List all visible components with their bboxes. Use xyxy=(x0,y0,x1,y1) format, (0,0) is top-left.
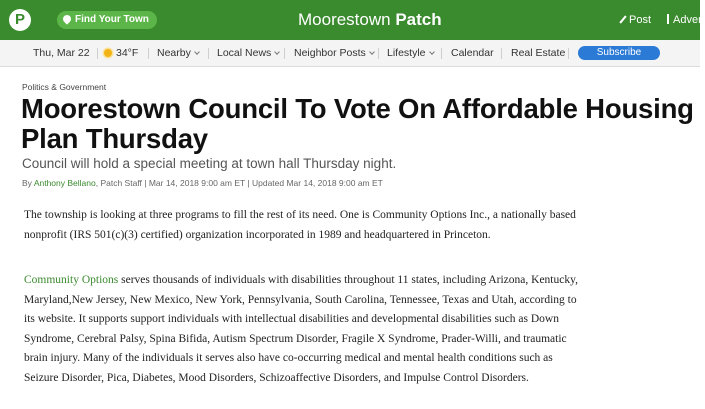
patch-logo-letter: P xyxy=(14,11,25,28)
chevron-down-icon xyxy=(274,49,280,55)
nav-item-lifestyle-label: Lifestyle xyxy=(387,47,426,59)
nav-divider xyxy=(148,48,149,59)
article-byline xyxy=(22,178,383,188)
nav-divider xyxy=(378,48,379,59)
advertise-button[interactable] xyxy=(667,13,705,27)
patch-logo[interactable] xyxy=(9,9,31,31)
nav-item-lifestyle[interactable] xyxy=(387,47,434,60)
sun-icon xyxy=(104,49,112,57)
pencil-icon xyxy=(619,15,626,23)
site-name: Moorestown xyxy=(298,10,391,29)
byline-details: , Patch Staff | Mar 14, 2018 9:00 am ET | Updated Mar 14, 2018 9:00 am ET xyxy=(95,178,383,188)
nav-item-real-estate[interactable]: Real Estate xyxy=(511,47,566,59)
find-your-town-button[interactable] xyxy=(57,11,157,29)
article-paragraph xyxy=(24,271,584,388)
top-header xyxy=(0,0,705,40)
paragraph-text: serves thousands of individuals with disabilities throughout 11 states, including Arizona, Kentucky, Maryland,New Jersey, New Mexico, New York, Pennsylvania, South Carolina, Tennessee, Texas and Utah, according to its website. It supports support individuals with intellectual disabilities and developmental disabilities such as Down Syndrome, Cerebral Palsy, Spina Bifida, Autism Spectrum Disorder, Fragile X Syndrome, Prader-Willi, and traumatic brain injury. Many of the individuals it serves also have co-occurring medical and mental health conditions such as Seizure Disorder, Pica, Diabetes, Mood Disorders, Schizoaffective Disorders, and Impulse Control Disorders. xyxy=(24,274,578,384)
nav-item-local-news[interactable] xyxy=(217,47,279,60)
nav-divider xyxy=(568,48,569,59)
location-pin-icon xyxy=(61,13,72,24)
article-subheadline: Council will hold a special meeting at town hall Thursday night. xyxy=(22,156,397,171)
nav-item-calendar[interactable]: Calendar xyxy=(451,47,494,59)
chevron-down-icon xyxy=(194,49,200,55)
advertise-label: Advert xyxy=(673,14,705,26)
nav-divider xyxy=(501,48,502,59)
post-button[interactable] xyxy=(622,13,651,27)
weather-value: 34°F xyxy=(116,47,139,59)
nav-divider xyxy=(441,48,442,59)
nav-item-nearby[interactable] xyxy=(157,47,199,60)
article-headline: Moorestown Council To Vote On Affordable Housing Plan Thursday xyxy=(21,93,694,154)
nav-date: Thu, Mar 22 xyxy=(33,47,90,59)
site-title[interactable] xyxy=(298,10,442,30)
author-link[interactable]: Anthony Bellano xyxy=(33,178,96,188)
community-options-link[interactable]: Community Options xyxy=(24,274,119,286)
nav-divider xyxy=(97,48,98,59)
nav-weather[interactable] xyxy=(104,47,138,60)
subscribe-button[interactable]: Subscribe xyxy=(578,46,660,60)
byline-prefix: By xyxy=(22,178,34,188)
nav-item-neighbor-posts-label: Neighbor Posts xyxy=(294,47,366,59)
advertise-icon xyxy=(667,14,669,24)
chevron-down-icon xyxy=(429,49,435,55)
article-paragraph: The township is looking at three programs to fill the rest of its need. One is Community Options Inc., a nationally based nonprofit (IRS 501(c)(3) certified) organization incorporated in 1989 and headquartered in Princeton. xyxy=(24,209,576,241)
nav-item-local-news-label: Local News xyxy=(217,47,272,59)
chevron-down-icon xyxy=(369,49,375,55)
brand-name: Patch xyxy=(395,10,442,29)
nav-divider xyxy=(208,48,209,59)
post-label: Post xyxy=(629,14,652,26)
nav-item-neighbor-posts[interactable] xyxy=(294,47,374,60)
article-category[interactable]: Politics & Government xyxy=(22,82,107,92)
nav-divider xyxy=(284,48,285,59)
nav-item-nearby-label: Nearby xyxy=(157,47,191,59)
find-your-town-label: Find Your Town xyxy=(75,14,149,25)
